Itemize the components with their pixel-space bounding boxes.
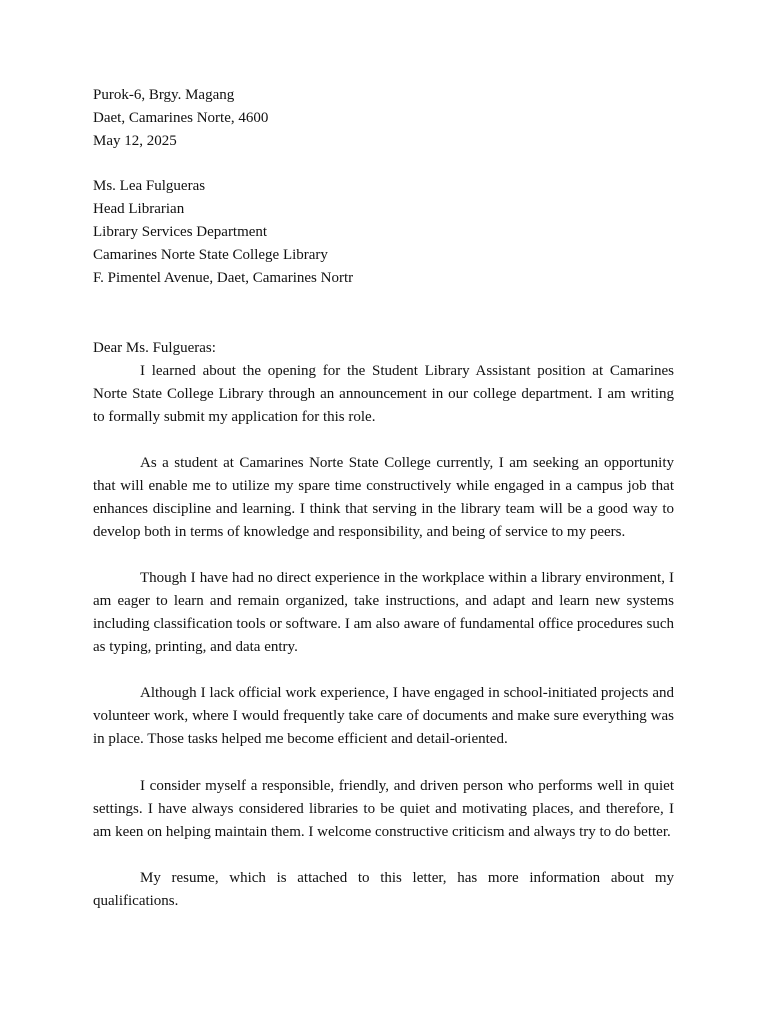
recipient-department: Library Services Department	[93, 224, 268, 240]
recipient-title: Head Librarian	[93, 201, 185, 217]
recipient-block	[93, 175, 674, 290]
sender-block	[93, 84, 674, 153]
body-paragraph-6: My resume, which is attached to this letter, has more information about my qualifications.	[93, 870, 674, 910]
body-paragraph-5: I consider myself a responsible, friendly, and driven person who performs well in quiet settings. I have always considered libraries to be quiet and motivating places, and therefore, I am keen on helping maintain them. I welcome constructive criticism and always try to do better.	[93, 778, 674, 841]
recipient-institution: Camarines Norte State College Library	[93, 247, 328, 263]
body-paragraph-1: I learned about the opening for the Student Library Assistant position at Camarines Norte State College Library through an announcement in our college department. I am writing to formally submit my application for this role.	[93, 363, 674, 426]
body-paragraph-3: Though I have had no direct experience in the workplace within a library environment, I am eager to learn and remain organized, take instructions, and adapt and learn new systems including classification tools or software. I am also aware of fundamental office procedures such as typing, printing, and data entry.	[93, 570, 674, 656]
recipient-address: F. Pimentel Avenue, Daet, Camarines Nortr	[93, 270, 354, 286]
sender-address-line1: Purok-6, Brgy. Magang	[93, 87, 235, 103]
sender-address-line2: Daet, Camarines Norte, 4600	[93, 110, 269, 126]
salutation-text: Dear Ms. Fulgueras:	[93, 340, 216, 356]
salutation	[93, 337, 674, 360]
body-paragraph-2: As a student at Camarines Norte State College currently, I am seeking an opportunity that will enable me to utilize my spare time constructively while engaged in a campus job that enhances discipline and learning. I think that serving in the library team will be a good way to develop both in terms of knowledge and responsibility, and being of service to my peers.	[93, 455, 674, 541]
recipient-name: Ms. Lea Fulgueras	[93, 178, 206, 194]
letter-date: May 12, 2025	[93, 133, 177, 149]
body-paragraph-4: Although I lack official work experience, I have engaged in school-initiated projects and volunteer work, where I would frequently take care of documents and make sure everything was in place. Those tasks helped me become efficient and detail-oriented.	[93, 685, 674, 748]
